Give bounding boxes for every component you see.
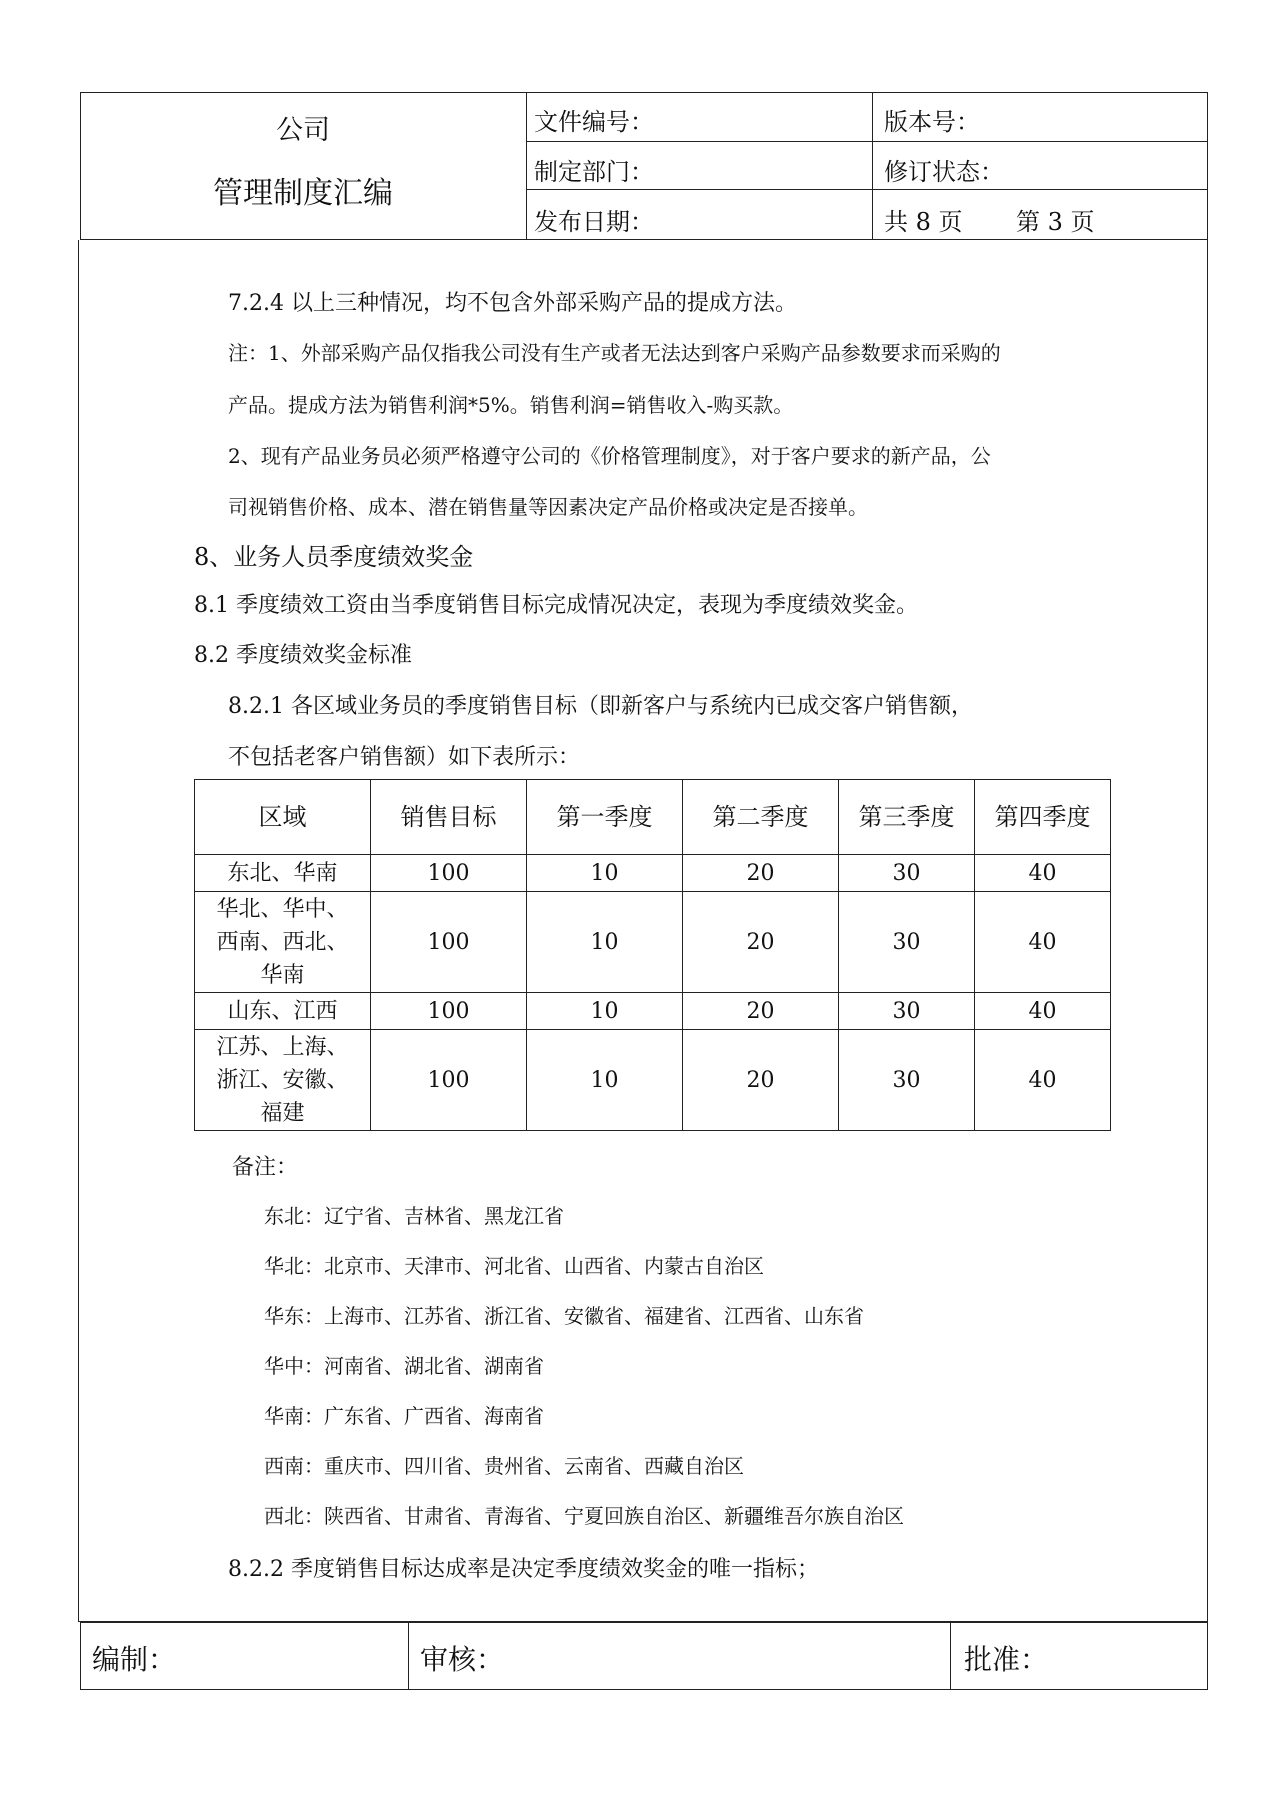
remark-item: 西北：陕西省、甘肃省、青海省、宁夏回族自治区、新疆维吾尔族自治区: [264, 1504, 904, 1528]
column-header: 第三季度: [839, 780, 975, 855]
value-cell: 30: [839, 1030, 975, 1131]
approved-by-label: 批准：: [964, 1643, 1049, 1676]
publish-date-label: 发布日期：: [534, 208, 654, 236]
value-cell: 20: [683, 1030, 839, 1131]
document-title: 管理制度汇编: [213, 176, 393, 211]
region-line: 东北、华南: [227, 860, 338, 886]
value-cell: 10: [527, 892, 683, 993]
value-cell: 30: [839, 855, 975, 892]
value-cell: 30: [839, 993, 975, 1030]
value-cell: 10: [527, 1030, 683, 1131]
remarks-title: 备注：: [232, 1155, 299, 1180]
paragraph-8-2-1-line-1: 8.2.1 各区域业务员的季度销售目标（即新客户与系统内已成交客户销售额，: [228, 694, 973, 719]
region-line: 华南: [260, 962, 305, 988]
paragraph-8-2-2: 8.2.2 季度销售目标达成率是决定季度绩效奖金的唯一指标；: [228, 1557, 819, 1582]
region-cell: [195, 892, 371, 993]
remark-item: 华东：上海市、江苏省、浙江省、安徽省、福建省、江西省、山东省: [264, 1304, 864, 1328]
table-row: [195, 993, 1111, 1030]
column-header: 销售目标: [371, 780, 527, 855]
section-8-heading: 8、业务人员季度绩效奖金: [194, 543, 474, 571]
table-row: [195, 1030, 1111, 1131]
value-cell: 20: [683, 993, 839, 1030]
paragraph-8-2-1-line-2: 不包括老客户销售额）如下表所示：: [228, 745, 581, 770]
value-cell: 10: [527, 855, 683, 892]
note-1-line-2: 产品。提成方法为销售利润*5%。销售利润=销售收入-购买款。: [228, 393, 794, 417]
value-cell: 100: [371, 855, 527, 892]
department-label: 制定部门：: [534, 158, 654, 186]
header-divider: [526, 141, 1208, 142]
region-line: 西南、西北、: [216, 929, 349, 955]
region-line: 华北、华中、: [216, 896, 349, 922]
header-divider: [872, 92, 873, 240]
paragraph-8-2: 8.2 季度绩效奖金标准: [194, 643, 412, 668]
column-header: 第二季度: [683, 780, 839, 855]
value-cell: 10: [527, 993, 683, 1030]
prepared-by-label: 编制：: [92, 1643, 177, 1676]
value-cell: 20: [683, 892, 839, 993]
value-cell: 100: [371, 993, 527, 1030]
value-cell: 40: [975, 1030, 1111, 1131]
region-cell: [195, 993, 371, 1030]
remark-item: 西南：重庆市、四川省、贵州省、云南省、西藏自治区: [264, 1454, 744, 1478]
header-divider: [526, 92, 527, 240]
region-line: 浙江、安徽、: [216, 1067, 349, 1093]
company-name: 公司: [276, 115, 330, 146]
value-cell: 40: [975, 892, 1111, 993]
footer-divider: [950, 1622, 951, 1690]
column-header: 第一季度: [527, 780, 683, 855]
quarterly-sales-target-table: [194, 779, 1111, 1131]
value-cell: 20: [683, 855, 839, 892]
region-cell: [195, 855, 371, 892]
remark-item: 华北：北京市、天津市、河北省、山西省、内蒙古自治区: [264, 1254, 764, 1278]
paragraph-8-1: 8.1 季度绩效工资由当季度销售目标完成情况决定，表现为季度绩效奖金。: [194, 593, 918, 618]
region-cell: [195, 1030, 371, 1131]
column-header: 区域: [195, 780, 371, 855]
remark-item: 华南：广东省、广西省、海南省: [264, 1404, 544, 1428]
remark-item: 华中：河南省、湖北省、湖南省: [264, 1354, 544, 1378]
paragraph-7-2-4: 7.2.4 以上三种情况，均不包含外部采购产品的提成方法。: [228, 291, 797, 316]
note-2-line-1: 2、现有产品业务员必须严格遵守公司的《价格管理制度》，对于客户要求的新产品，公: [228, 444, 991, 468]
page-number: 第 3 页: [1016, 208, 1095, 236]
table-row: [195, 892, 1111, 993]
total-pages: 共 8 页: [884, 208, 963, 236]
note-1-line-1: 注：1、外部采购产品仅指我公司没有生产或者无法达到客户采购产品参数要求而采购的: [228, 341, 1001, 365]
region-line: 山东、江西: [227, 998, 338, 1024]
header-divider: [526, 189, 1208, 190]
footer-divider: [408, 1622, 409, 1690]
column-header: 第四季度: [975, 780, 1111, 855]
reviewed-by-label: 审核：: [420, 1643, 505, 1676]
table-header-row: [195, 780, 1111, 855]
value-cell: 40: [975, 993, 1111, 1030]
value-cell: 100: [371, 1030, 527, 1131]
table-row: [195, 855, 1111, 892]
file-number-label: 文件编号：: [534, 108, 654, 136]
value-cell: 30: [839, 892, 975, 993]
remark-item: 东北：辽宁省、吉林省、黑龙江省: [264, 1204, 564, 1228]
region-line: 福建: [260, 1100, 305, 1126]
value-cell: 40: [975, 855, 1111, 892]
region-line: 江苏、上海、: [216, 1034, 349, 1060]
version-label: 版本号：: [884, 108, 980, 136]
value-cell: 100: [371, 892, 527, 993]
revision-label: 修订状态：: [884, 158, 1004, 186]
note-2-line-2: 司视销售价格、成本、潜在销售量等因素决定产品价格或决定是否接单。: [228, 495, 868, 519]
